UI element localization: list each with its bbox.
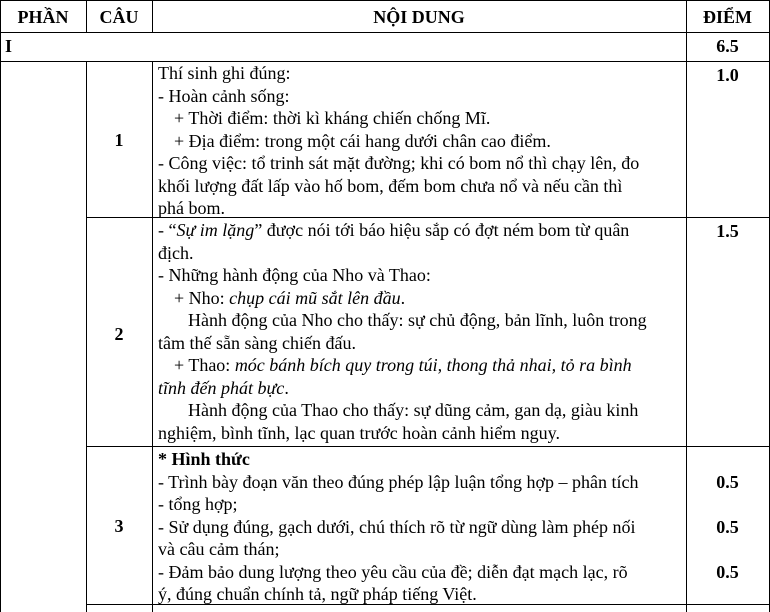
text-run: . (400, 287, 406, 308)
quoted-phrase: chụp cái mũ sắt lên đầu (229, 287, 401, 308)
text-run: . (284, 377, 289, 398)
text-run: + Nho: (174, 287, 230, 308)
row-divider (0, 32, 770, 33)
text-line: - Trình bày đoạn văn theo đúng phép lập luận tổng hợp – phân tích (158, 471, 639, 492)
part-score: 6.5 (716, 36, 739, 56)
text-line: - Đảm bảo dung lượng theo yêu cầu của đề; diễn đạt mạch lạc, rõ (158, 561, 628, 582)
text-line: khối lượng đất lấp vào hố bom, đếm bom chưa nổ và nếu cần thì (158, 175, 623, 196)
criterion-score: 0.5 (716, 562, 739, 582)
quoted-phrase: tĩnh đến phát bực (158, 377, 285, 398)
question-2-score: 1.5 (716, 221, 739, 241)
header-phan: PHẦN (17, 7, 69, 27)
text-line: - Công việc: tổ trinh sát mặt đường; khi có bom nổ thì chạy lên, đo (158, 153, 640, 173)
text-run: - “ (158, 220, 177, 240)
header-cau: CÂU (99, 7, 139, 27)
col-divider (686, 32, 687, 61)
table-border-left (0, 0, 1, 612)
question-1-score: 1.0 (716, 65, 739, 85)
row-divider (86, 446, 770, 447)
quoted-phrase: Sự im lặng (176, 220, 255, 240)
text-line (158, 377, 680, 400)
text-line: + Thời điểm: thời kì kháng chiến chống Mĩ. (174, 108, 491, 128)
text-line: và câu cảm thán; (158, 539, 280, 559)
question-2-content (158, 219, 680, 444)
question-1-content (158, 62, 680, 220)
text-line: Thí sinh ghi đúng: (158, 63, 291, 83)
quoted-phrase: móc bánh bích quy trong túi, thong thả nhai, tỏ ra bình (234, 355, 632, 375)
text-line (158, 219, 680, 242)
text-line: - Hoàn cảnh sống: (158, 85, 290, 106)
text-line: ý, đúng chuẩn chính tả, ngữ pháp tiếng Việt. (158, 584, 477, 604)
text-line (158, 287, 680, 310)
criterion-score: 0.5 (716, 472, 739, 492)
header-diem: ĐIỂM (703, 7, 752, 27)
section-heading: * Hình thức (158, 449, 250, 469)
text-line: nghiệm, bình tĩnh, lạc quan trước hoàn cảnh hiểm nguy. (158, 422, 561, 443)
text-line: - Sử dụng đúng, gạch dưới, chú thích rõ từ ngữ dùng làm phép nối (158, 516, 636, 537)
part-label: I (5, 36, 13, 56)
col-divider (686, 61, 687, 612)
col-divider (152, 61, 153, 612)
text-run: + Thao: (174, 355, 235, 375)
question-number-3: 3 (114, 516, 124, 536)
text-line: - Những hành động của Nho và Thao: (158, 265, 431, 285)
text-line: Hành động của Thao cho thấy: sự dũng cảm, gan dạ, giàu kinh (188, 400, 639, 420)
text-line: - tổng hợp; (158, 494, 238, 514)
text-run: ” được nói tới báo hiệu sắp có đợt ném bom từ quân (254, 220, 630, 240)
text-line: phá bom. (158, 198, 225, 218)
text-line: Hành động của Nho cho thấy: sự chủ động, bản lĩnh, luôn trong (188, 310, 647, 330)
question-number-2: 2 (114, 324, 124, 344)
text-line: + Địa điểm: trong một cái hang dưới chân cao điểm. (174, 130, 551, 151)
text-line (158, 354, 680, 377)
table-border-top (0, 0, 770, 1)
question-3-content (158, 448, 680, 606)
header-noi-dung: NỘI DUNG (373, 7, 465, 27)
criterion-score: 0.5 (716, 517, 739, 537)
text-line: tâm thế sẵn sàng chiến đấu. (158, 332, 356, 353)
text-line: địch. (158, 242, 194, 263)
question-number-1: 1 (114, 130, 124, 150)
